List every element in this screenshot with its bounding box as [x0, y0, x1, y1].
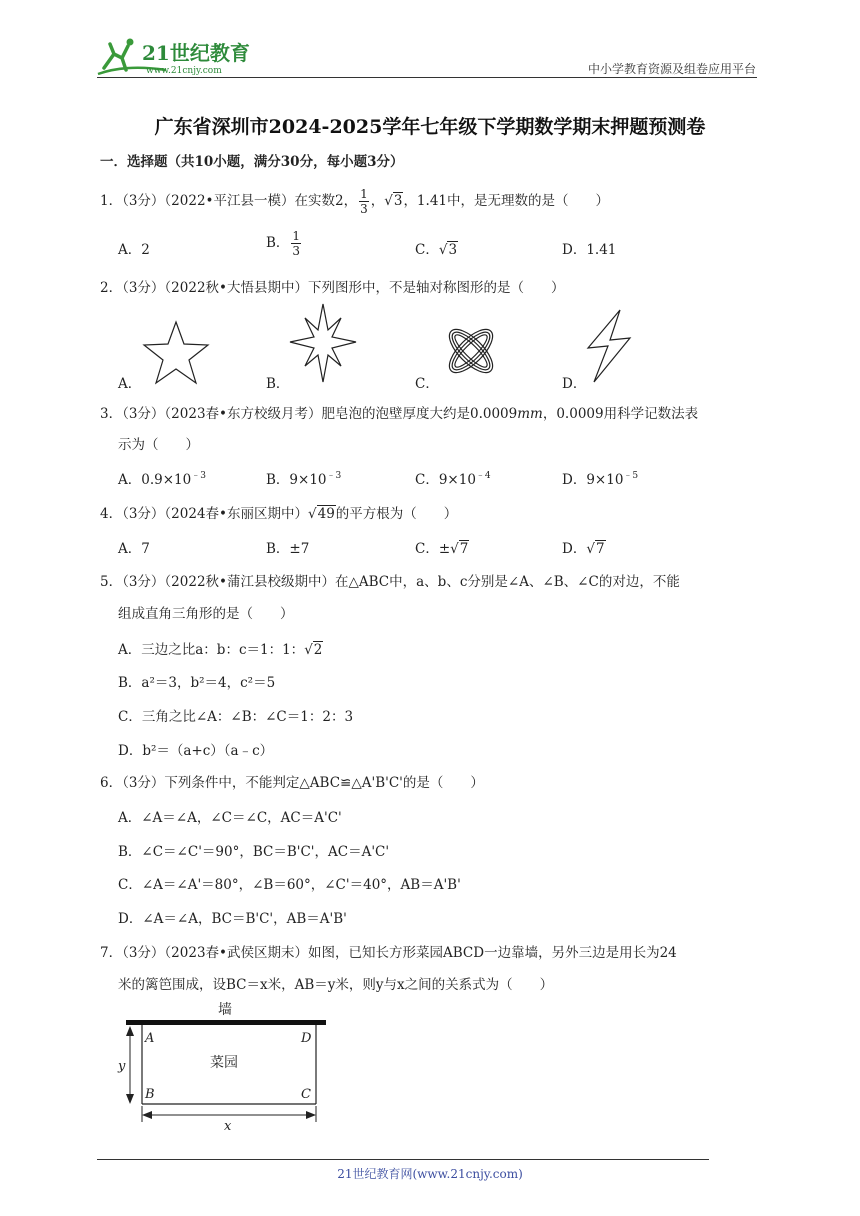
lightning-shape — [584, 308, 634, 384]
interlaced-loops-shape — [440, 318, 502, 384]
q1-option-a[interactable]: A．2 — [118, 242, 150, 258]
page-title: 广东省深圳市2024-2025学年七年级下学期数学期末押题预测卷 — [154, 116, 706, 138]
q5-stem-line2: 组成直角三角形的是（ ） — [118, 606, 294, 622]
logo-text: 21世纪教育 — [142, 41, 250, 65]
q3-stem-line1: 3．（3分）（2023春•东方校级月考）肥皂泡的泡壁厚度大约是0.0009mm，0.0009用科学记数法表 — [100, 406, 699, 422]
q6-option-d[interactable]: D．∠A＝∠A，BC＝B'C'，AB＝A'B' — [118, 911, 347, 927]
q6-option-b[interactable]: B．∠C＝∠C'＝90°，BC＝B'C'，AC＝A'C' — [118, 844, 390, 860]
star-shape — [140, 318, 212, 386]
q5-stem-line1: 5．（3分）（2022秋•蒲江县校级期中）在△ABC中，a、b、c分别是∠A、∠B、∠C的对边，不能 — [100, 574, 680, 590]
runner-icon — [104, 44, 128, 70]
header-right-text: 中小学教育资源及组卷应用平台 — [587, 62, 756, 76]
q4-option-a[interactable]: A．7 — [118, 541, 150, 557]
q1-option-d[interactable]: D．1.41 — [562, 242, 617, 258]
q7-stem-line1: 7．（3分）（2023春•武侯区期末）如图，已知长方形菜园ABCD一边靠墙，另外三边是用长为24 — [100, 945, 677, 961]
q4-option-c[interactable]: C．±√7 — [415, 541, 469, 557]
q6-option-a[interactable]: A．∠A＝∠A，∠C＝∠C，AC＝A'C' — [118, 810, 342, 826]
q3-option-c[interactable]: C．$9\times 10^{﹣4}$ — [415, 471, 491, 488]
q4-option-d[interactable]: D．√7 — [562, 541, 605, 557]
q6-option-c[interactable]: C．∠A＝∠A'＝80°，∠B＝60°，∠C'＝40°，AB＝A'B' — [118, 877, 461, 893]
q5-option-c[interactable]: C．三角之比∠A：∠B：∠C＝1：2：3 — [118, 709, 354, 725]
compass-star-shape — [288, 302, 358, 384]
q7-stem-line2: 米的篱笆围成，设BC＝x米，AB＝y米，则y与x之间的关系式为（ ） — [118, 977, 554, 993]
q3-option-d[interactable]: D．$9\times 10^{﹣5}$ — [562, 471, 639, 488]
garden-figure — [110, 998, 340, 1132]
fig-wall-label: 墙 — [218, 1002, 232, 1018]
site-logo — [96, 34, 266, 78]
q5-option-d[interactable]: D．b²＝（a+c）（a﹣c） — [118, 743, 274, 759]
q2-stem: 2．（3分）（2022秋•大悟县期中）下列图形中，不是轴对称图形的是（ ） — [100, 280, 565, 296]
q3-option-a[interactable]: A．$0.9\times 10^{﹣3}$ — [118, 471, 206, 488]
header-divider — [97, 77, 757, 78]
logo-sub: www.21cnjy.com — [146, 66, 222, 76]
svg-text:A: A — [145, 1031, 155, 1046]
q2-option-d[interactable]: D． — [562, 376, 587, 392]
q4-option-b[interactable]: B．±7 — [266, 541, 310, 557]
svg-text:C: C — [301, 1087, 311, 1102]
q3-option-b[interactable]: B．$9\times 10^{﹣3}$ — [266, 471, 342, 488]
svg-text:B: B — [145, 1087, 155, 1102]
q1-stem: 1．（3分）（2022•平江县一模）在实数2， $\frac{1}{3}$ ，√3，1.41中，是无理数的是（ ） — [100, 187, 609, 216]
q2-option-a[interactable]: A． — [118, 376, 142, 392]
q6-stem: 6．（3分）下列条件中，不能判定△ABC≌△A'B'C'的是（ ） — [100, 775, 484, 791]
q1-option-c[interactable]: C．√3 — [415, 242, 458, 258]
footer-divider — [97, 1159, 709, 1160]
q5-option-a[interactable]: A．三边之比a：b：c＝1：1：√2 — [118, 642, 323, 658]
footer-link[interactable]: 21世纪教育网(www.21cnjy.com) — [337, 1167, 523, 1181]
q2-option-b[interactable]: B． — [266, 376, 290, 392]
q1-option-b[interactable]: B． $\frac{1}{3}$ — [266, 229, 301, 258]
svg-text:y: y — [118, 1059, 126, 1074]
wall-line — [126, 1020, 326, 1025]
section-heading: 一．选择题（共10小题，满分30分，每小题3分） — [100, 154, 404, 170]
q2-option-c[interactable]: C． — [415, 376, 439, 392]
q5-option-b[interactable]: B．a²＝3，b²＝4，c²＝5 — [118, 675, 276, 691]
svg-text:D: D — [301, 1031, 312, 1046]
q1-sqrt: √3 — [384, 193, 403, 209]
q1-fraction: $\frac{1}{3}$ — [360, 187, 368, 216]
q4-stem: 4．（3分）（2024春•东丽区期中）√49的平方根为（ ） — [100, 506, 458, 522]
q3-stem-line2: 示为（ ） — [118, 437, 199, 453]
fig-garden-label: 菜园 — [210, 1055, 238, 1071]
svg-text:x: x — [224, 1119, 232, 1132]
